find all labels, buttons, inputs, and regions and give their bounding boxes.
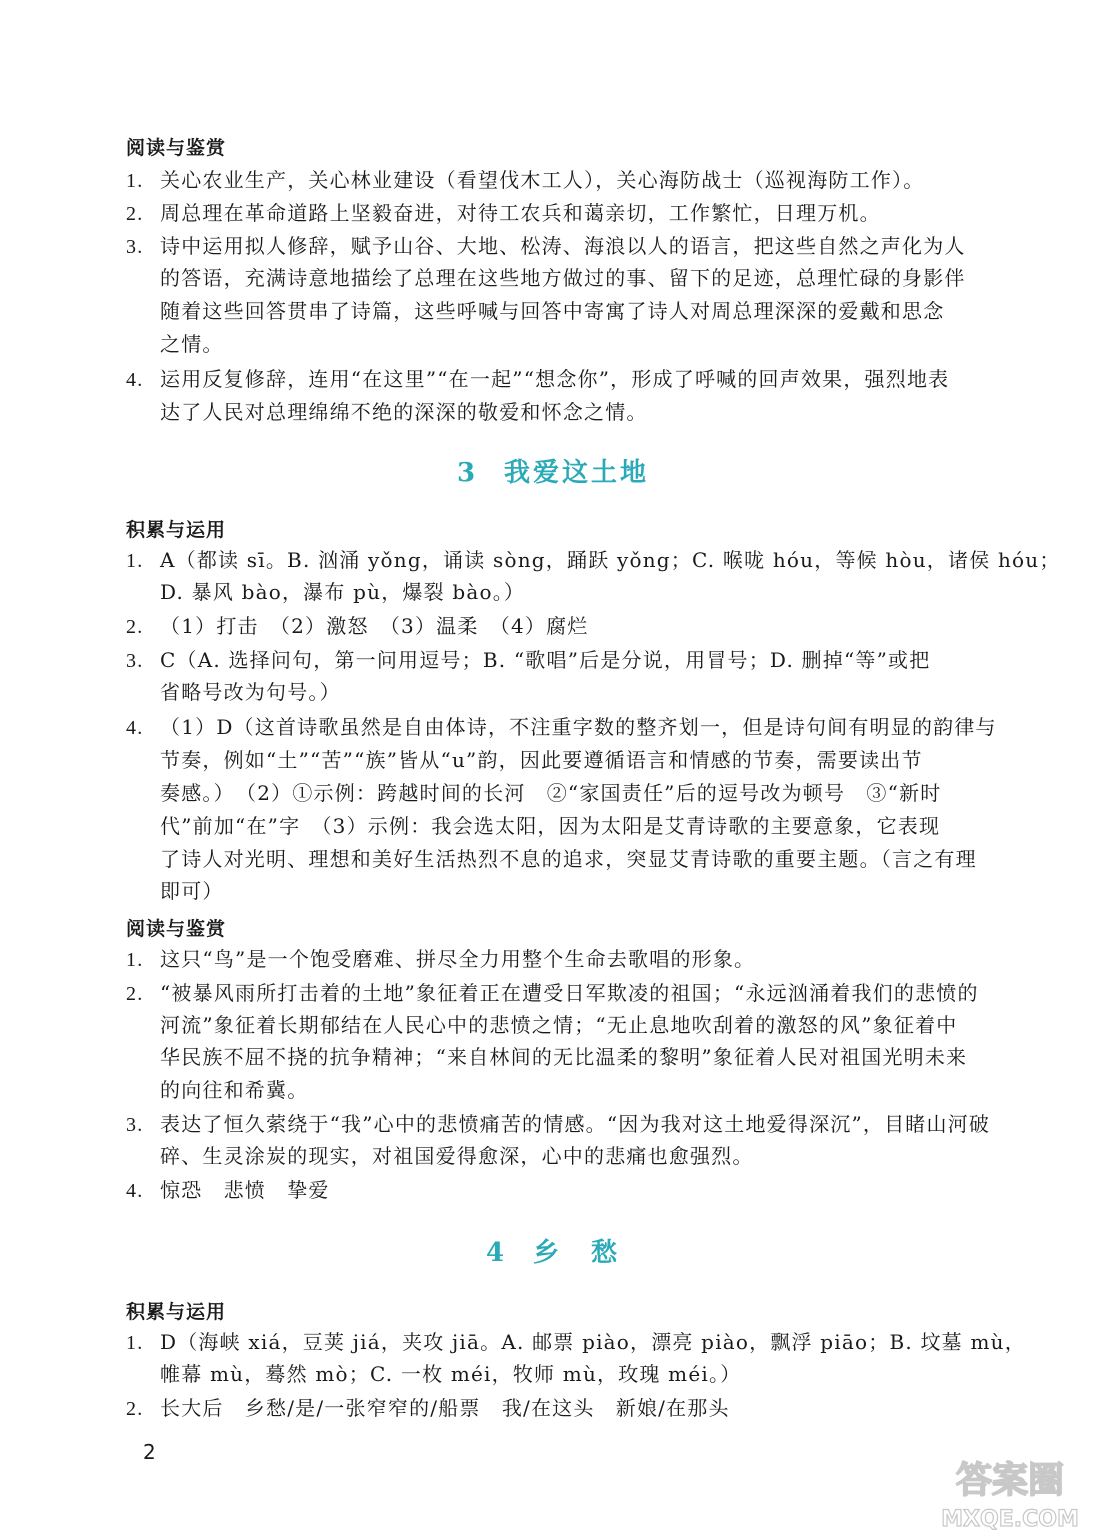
read3-item-2-line-4: 的向往和希冀。 [160,1078,309,1102]
acc3-item-4-line-5: 了诗人对光明、理想和美好生活热烈不息的追求，突显艾青诗歌的重要主题。（言之有理 [160,847,977,871]
read1-item-2: 2. 周总理在革命道路上坚毅奋进，对待工农兵和蔼亲切，工作繁忙，日理万机。 [126,201,881,225]
section-heading-accumulation-4: 积累与运用 [126,1301,227,1323]
watermark-bottom-text: MXQE.COM [941,1507,1079,1532]
lesson-title-4: 4 乡 愁 [485,1238,621,1268]
read3-item-3: 3. 表达了恒久萦绕于“我”心中的悲愤痛苦的情感。“因为我对这土地爱得深沉”，目睹山河破 [126,1112,991,1136]
section-heading-accumulation-3: 积累与运用 [126,519,227,541]
acc3-item-1-line-2: D. 暴风 bào，瀑布 pù，爆裂 bào。） [160,580,526,604]
watermark-top-text: 答案圈 [955,1460,1065,1501]
watermark-logo [926,1452,1096,1532]
section-heading-reading-1: 阅读与鉴赏 [126,137,227,159]
section-heading-reading-3: 阅读与鉴赏 [126,918,227,940]
read1-item-4-line-2: 达了人民对总理绵绵不绝的深深的敬爱和怀念之情。 [160,400,648,424]
acc3-item-2: 2. （1）打击 （2）激怒 （3）温柔 （4）腐烂 [126,614,589,638]
read3-item-2-line-2: 河流”象征着长期郁结在人民心中的悲愤之情；“无止息地吹刮着的激怒的风”象征着中 [160,1013,958,1037]
lesson-title-3: 3 我爱这土地 [456,458,650,488]
read1-item-3-line-2: 的答语，充满诗意地描绘了总理在这些地方做过的事、留下的足迹，总理忙碌的身影伴 [160,266,966,290]
acc3-item-1: 1. A（都读 sī。B. 汹涌 yǒng，诵读 sòng，踊跃 yǒng；C. 喉咙 hóu，等候 hòu，诸侯 hóu； [126,548,1061,572]
acc4-item-2: 2. 长大后 乡愁/是/一张窄窄的/船票 我/在这头 新娘/在那头 [126,1396,730,1420]
acc3-item-4-line-4: 代”前加“在”字 （3）示例：我会选太阳，因为太阳是艾青诗歌的主要意象，它表现 [160,814,941,838]
page-number: 2 [143,1440,156,1464]
read1-item-3-line-4: 之情。 [160,332,224,356]
acc3-item-3-line-2: 省略号改为句号。） [160,680,341,704]
read1-item-3: 3. 诗中运用拟人修辞，赋予山谷、大地、松涛、海浪以人的语言，把这些自然之声化为人 [126,234,966,258]
acc3-item-4-line-6: 即可） [160,879,224,903]
read3-item-2-line-3: 华民族不屈不挠的抗争精神；“来自林间的无比温柔的黎明”象征着人民对祖国光明未来 [160,1045,968,1069]
acc4-item-1-line-2: 帷幕 mù，蓦然 mò；C. 一枚 méi，牧师 mù，玫瑰 méi。） [160,1362,742,1386]
acc4-item-1: 1. D（海峡 xiá，豆荚 jiá，夹攻 jiā。A. 邮票 piào，漂亮 piào，飘浮 piāo；B. 坟墓 mù， [126,1330,1026,1354]
acc3-item-3: 3. C（A. 选择问句，第一问用逗号；B. “歌唱”后是分说，用冒号；D. 删掉“等”或把 [126,648,931,672]
acc3-item-4: 4. （1）D（这首诗歌虽然是自由体诗，不注重字数的整齐划一，但是诗句间有明显的韵律与 [126,715,997,739]
read3-item-4: 4. 惊恐 悲愤 挚爱 [126,1178,330,1202]
read1-item-3-line-3: 随着这些回答贯串了诗篇，这些呼喊与回答中寄寓了诗人对周总理深深的爱戴和思念 [160,299,945,323]
read1-item-4: 4. 运用反复修辞，连用“在这里”“在一起”“想念你”，形成了呼喊的回声效果，强烈地表 [126,367,950,391]
acc3-item-4-line-3: 奏感。） （2）①示例：跨越时间的长河 ②“家国责任”后的逗号改为顿号 ③“新时 [160,781,942,805]
read3-item-3-line-2: 碎、生灵涂炭的现实，对祖国爱得愈深，心中的悲痛也愈强烈。 [160,1144,754,1168]
acc3-item-4-line-2: 节奏，例如“土”“苦”“族”皆从“u”韵，因此要遵循语言和情感的节奏，需要读出节 [160,748,923,772]
read3-item-2: 2. “被暴风雨所打击着的土地”象征着正在遭受日军欺凌的祖国；“永远汹涌着我们的悲愤的 [126,981,979,1005]
read1-item-1: 1. 关心农业生产，关心林业建设（看望伐木工人），关心海防战士（巡视海防工作）。 [126,168,925,192]
read3-item-1: 1. 这只“鸟”是一个饱受磨难、拼尽全力用整个生命去歌唱的形象。 [126,947,756,971]
